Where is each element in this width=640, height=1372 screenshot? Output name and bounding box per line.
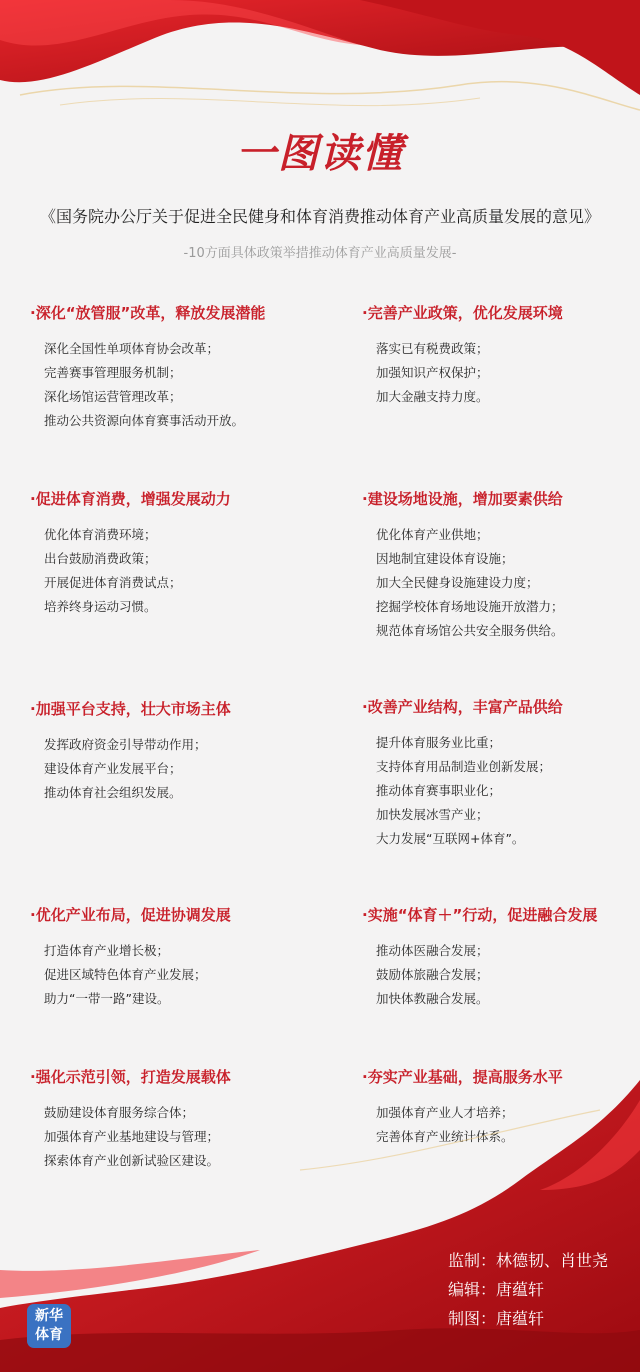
list-item: 加大全民健身设施建设力度；	[376, 575, 539, 590]
section-heading: ·完善产业政策，优化发展环境	[362, 304, 563, 322]
policy-section-1	[30, 302, 320, 433]
section-heading: ·深化“放管服”改革，释放发展潜能	[30, 304, 266, 322]
section-heading: ·改善产业结构，丰富产品供给	[362, 698, 563, 716]
policy-section-2	[362, 302, 640, 409]
list-item: 落实已有税费政策；	[376, 341, 489, 356]
section-heading: ·优化产业布局，促进协调发展	[30, 906, 231, 924]
list-item: 加强知识产权保护；	[376, 365, 489, 380]
policy-section-3	[30, 488, 320, 619]
list-item: 开展促进体育消费试点；	[44, 575, 182, 590]
policy-section-7	[30, 904, 320, 1011]
xinhua-sports-logo	[27, 1304, 71, 1348]
logo-line-1: 新华	[35, 1308, 63, 1324]
list-item: 加强体育产业基地建设与管理；	[44, 1129, 220, 1144]
policy-section-4	[362, 488, 640, 643]
section-heading: ·实施“体育＋”行动，促进融合发展	[362, 906, 598, 924]
section-heading: ·加强平台支持，壮大市场主体	[30, 700, 231, 718]
list-item: 培养终身运动习惯。	[44, 599, 157, 614]
credit-supervisor: 监制：林德韧、肖世尧	[448, 1251, 609, 1270]
section-heading: ·夯实产业基础，提高服务水平	[362, 1068, 563, 1086]
document-subtitle: -10方面具体政策举措推动体育产业高质量发展-	[183, 246, 457, 261]
list-item: 加大金融支持力度。	[376, 389, 489, 404]
list-item: 打造体育产业增长极；	[44, 943, 170, 958]
document-title: 《国务院办公厅关于促进全民健身和体育消费推动体育产业高质量发展的意见》	[39, 207, 600, 226]
list-item: 加快体教融合发展。	[376, 991, 489, 1006]
list-item: 支持体育用品制造业创新发展；	[376, 759, 552, 774]
section-heading: ·强化示范引领，打造发展载体	[30, 1068, 231, 1086]
list-item: 提升体育服务业比重；	[376, 735, 502, 750]
logo-title: 一图读懂	[236, 130, 404, 177]
list-item: 助力“一带一路”建设。	[44, 991, 170, 1006]
list-item: 挖掘学校体育场地设施开放潜力；	[376, 599, 564, 614]
list-item: 推动体育社会组织发展。	[44, 785, 182, 800]
section-heading: ·促进体育消费，增强发展动力	[30, 490, 231, 508]
credits-block	[448, 1246, 608, 1333]
list-item: 优化体育产业供地；	[376, 527, 489, 542]
credit-designer: 制图：唐蕴轩	[448, 1309, 545, 1328]
policy-section-5	[30, 698, 320, 805]
list-item: 大力发展“互联网+体育”。	[376, 831, 525, 846]
list-item: 因地制宜建设体育设施；	[376, 551, 514, 566]
logo-line-2: 体育	[35, 1327, 63, 1343]
list-item: 深化场馆运营管理改革；	[44, 389, 182, 404]
section-heading: ·建设场地设施，增加要素供给	[362, 490, 563, 508]
list-item: 推动公共资源向体育赛事活动开放。	[44, 413, 245, 428]
list-item: 优化体育消费环境；	[44, 527, 157, 542]
list-item: 建设体育产业发展平台；	[44, 761, 182, 776]
policy-section-8	[362, 904, 640, 1011]
list-item: 鼓励体旅融合发展；	[376, 967, 489, 982]
list-item: 推动体医融合发展；	[376, 943, 489, 958]
top-ribbon-decoration	[0, 0, 640, 130]
list-item: 出台鼓励消费政策；	[44, 551, 157, 566]
credit-editor: 编辑：唐蕴轩	[448, 1280, 545, 1299]
list-item: 加强体育产业人才培养；	[376, 1105, 514, 1120]
list-item: 探索体育产业创新试验区建设。	[44, 1153, 220, 1168]
list-item: 规范体育场馆公共安全服务供给。	[376, 623, 564, 638]
list-item: 促进区域特色体育产业发展；	[44, 967, 207, 982]
list-item: 完善体育产业统计体系。	[376, 1129, 514, 1144]
policy-section-6	[362, 696, 640, 851]
list-item: 深化全国性单项体育协会改革；	[44, 341, 220, 356]
list-item: 加快发展冰雪产业；	[376, 807, 489, 822]
list-item: 完善赛事管理服务机制；	[44, 365, 182, 380]
list-item: 鼓励建设体育服务综合体；	[44, 1105, 195, 1120]
list-item: 发挥政府资金引导带动作用；	[44, 737, 207, 752]
list-item: 推动体育赛事职业化；	[376, 783, 502, 798]
